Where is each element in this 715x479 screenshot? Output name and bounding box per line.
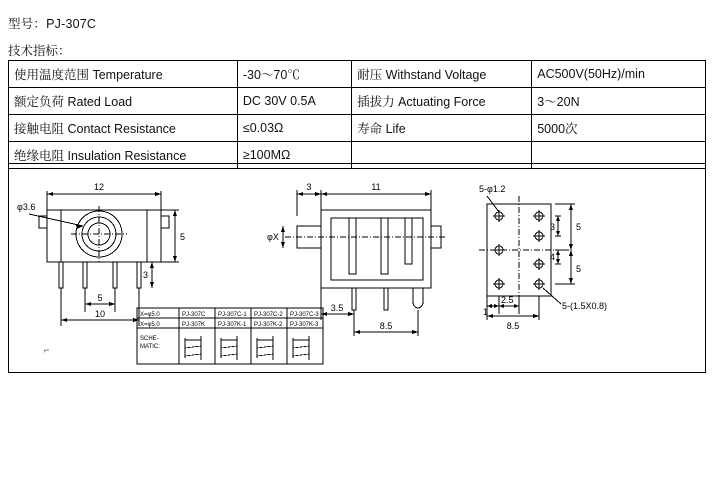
front-dim-hole: φ3.6: [17, 202, 36, 212]
spec-param-2: 耐压 Withstand Voltage: [352, 61, 532, 88]
spec-param: 绝缘电阻 Insulation Resistance: [9, 142, 238, 169]
variant-row0-col3: PJ-307C-2: [254, 312, 283, 318]
variant-row0-col0: X=φ5.0: [140, 312, 160, 318]
front-dim-pin-height: 3: [143, 270, 149, 280]
spec-param: 额定负荷 Rated Load: [9, 88, 238, 115]
spec-param: 接触电阻 Contact Resistance: [9, 115, 238, 142]
model-number-line: 型号：PJ-307C: [8, 17, 97, 31]
spec-value: -30～70℃: [237, 61, 351, 88]
specification-table: [8, 60, 706, 169]
page-corner-mark: ⌐: [44, 345, 50, 355]
side-dim-bottom: 8.5: [379, 321, 393, 331]
variant-row1-col2: PJ-307K-1: [218, 322, 247, 328]
pcb-dim-1: 1: [483, 307, 489, 317]
front-dim-bottom-inner: 5: [97, 293, 103, 303]
spec-value-2: 5000次: [532, 115, 706, 142]
pcb-dim-2-5: 2.5: [501, 295, 514, 305]
spec-value-2: 3～20N: [532, 88, 706, 115]
spec-value-2: AC500V(50Hz)/min: [532, 61, 706, 88]
mechanical-drawing: [8, 163, 706, 373]
pcb-dim-5-mid: 5: [576, 264, 582, 274]
pcb-note-bottom: 5-(1.5X0.8): [562, 301, 608, 311]
variant-row1-col4: PJ-307K-3: [290, 322, 319, 328]
pcb-dim-5-right: 5: [576, 222, 582, 232]
spec-value: ≤0.03Ω: [237, 115, 351, 142]
pcb-dim-8-5: 8.5: [506, 321, 520, 331]
side-dim-axis: φX: [267, 232, 279, 242]
variant-row1-col1: PJ-307K: [182, 322, 206, 328]
variant-row1-col0: X=φ5.0: [140, 322, 160, 328]
variant-row1-col3: PJ-307K-2: [254, 322, 283, 328]
spec-param-2: 插拔力 Actuating Force: [352, 88, 532, 115]
spec-param: 使用温度范围 Temperature: [9, 61, 238, 88]
spec-value: DC 30V 0.5A: [237, 88, 351, 115]
variant-schematic-label-2: MATIC:: [140, 344, 160, 350]
front-dim-right: 5: [180, 232, 186, 242]
front-dim-bottom-outer: 10: [94, 309, 106, 319]
spec-param-2: 寿命 Life: [352, 115, 532, 142]
table-row: [9, 88, 706, 115]
side-dim-lower-left: 3.5: [330, 303, 344, 313]
table-row: [9, 115, 706, 142]
variant-row0-col1: PJ-307C: [182, 312, 206, 318]
pcb-dim-3: 3: [550, 222, 556, 232]
variant-row0-col2: PJ-307C-1: [218, 312, 247, 318]
spec-heading: 技术指标：: [8, 44, 71, 58]
front-dim-top: 12: [93, 182, 105, 192]
spec-value: ≥100MΩ: [237, 142, 351, 169]
drawing-svg: [9, 164, 705, 372]
variant-row0-col4: PJ-307C-3: [290, 312, 319, 318]
pcb-dim-4: 4: [550, 252, 556, 262]
variant-schematic-label-1: SCHE-: [140, 336, 159, 342]
table-row: [9, 61, 706, 88]
pcb-note-top: 5-φ1.2: [479, 184, 506, 194]
side-dim-left: 3: [306, 182, 312, 192]
side-dim-top: 11: [371, 182, 381, 192]
